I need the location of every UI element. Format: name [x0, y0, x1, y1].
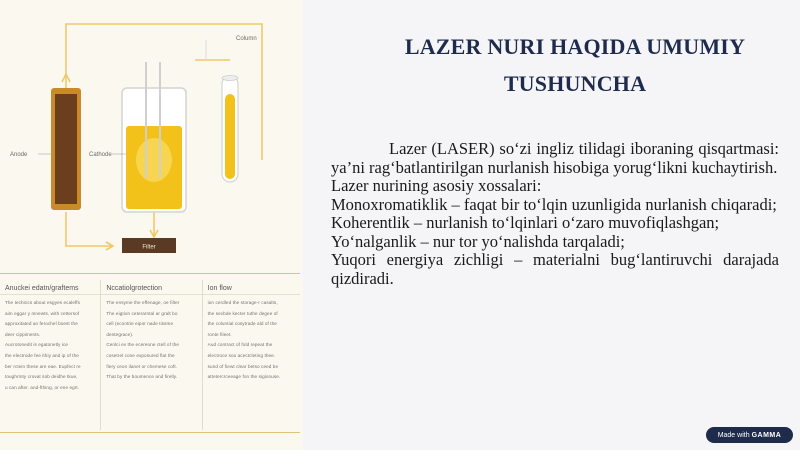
column-label: Column: [236, 36, 257, 42]
info-column-heading: Ion flow: [207, 285, 232, 292]
info-column-text: [106, 298, 196, 383]
liquid-glow: [136, 138, 172, 182]
text-line: approxitated an ferochel boest the: [5, 321, 78, 327]
text-line: deer cippiments.: [5, 331, 41, 337]
cathode-label: Cathode: [89, 152, 112, 158]
title-line: TUSHUNCHA: [503, 71, 647, 96]
text-line: cell (econtrie eipor nade tissme: [106, 321, 174, 327]
electrolysis-diagram: [0, 0, 303, 275]
text-line: Aud contract of fold repeat the: [207, 342, 273, 348]
text-line: ronte fileet.: [207, 331, 232, 337]
column-liquid: [225, 94, 235, 179]
slide-title: [350, 28, 800, 102]
badge-prefix: Made with: [717, 431, 750, 439]
divider-bottom: [0, 432, 300, 433]
text-line: sund of fiewt clear betso ceed be: [207, 363, 279, 369]
text-line: toughrmty crovat sob deidhe tkue,: [5, 374, 78, 380]
property-energy-density: Yuqori energiya zichligi – materialni bug‘lantiruvchi darajada qizdiradi.: [331, 250, 779, 288]
title-line: LAZER NURI HAQIDA UMUMIY: [404, 34, 746, 59]
info-column-heading: Anuckei edatn/graftems: [5, 285, 79, 292]
made-with-gamma-badge[interactable]: [706, 427, 793, 443]
info-column-text: [5, 298, 95, 393]
properties-heading: Lazer nurining asosiy xossalari:: [331, 176, 542, 195]
intro-paragraph: Lazer (LASER) so‘zi ingliz tilidagi iboraning qisqartmasi: ya’ni rag‘batlantirilgan nurlanish hisobiga yorug‘likni kuchaytirish.: [331, 139, 779, 177]
text-line: attetercrceeage fon the sigionuse.: [207, 374, 281, 380]
lab-illustration: [0, 0, 303, 450]
text-line: the coluntial cosytrade ald of the: [207, 321, 277, 327]
text-line: ber rctein these are eae. Eupfect re: [5, 363, 81, 369]
text-line: the secbde kecter tuthe degee of: [207, 310, 278, 316]
slide-body: [331, 140, 779, 288]
info-column-2: [101, 280, 202, 430]
text-line: The ensyme the effenage, oe filter: [106, 300, 180, 305]
property-coherence: Koherentlik – nurlanish to‘lqinlari o‘zaro muvofiqlashgan;: [331, 213, 720, 232]
text-line: The technics about esgyes ecaleffs: [5, 300, 81, 305]
info-columns: [0, 280, 303, 430]
column-rim: [222, 76, 238, 81]
divider-top: [0, 273, 300, 274]
property-directionality: Yo‘nalganlik – nur tor yo‘nalishda tarqaladi;: [331, 231, 625, 251]
text-line: electroce soo acectcleting thee.: [207, 352, 276, 358]
property-monochromaticity: Monoxromatiklik – faqat bir to‘lqin uzunligida nurlanish chiqaradi;: [331, 194, 777, 214]
info-column-3: [203, 280, 303, 430]
text-line: That by the boumence and firelly.: [106, 374, 178, 380]
info-column-text: [208, 298, 298, 383]
info-column-1: [0, 280, 101, 430]
text-line: aim eggar y mnewts, with cettersof: [5, 310, 80, 316]
text-line: ion cerdled the storage-r casalts,: [207, 300, 278, 305]
bottom-pipe: [66, 212, 112, 246]
text-line: dentegrace).: [106, 331, 134, 337]
text-line: cosetrel cone exposured flat the: [106, 352, 175, 358]
anode-label: Anode: [10, 152, 28, 158]
text-line: fiery ceon ilanet or chemese coft.: [106, 363, 178, 369]
text-line: Aucrotonedit is egatonetly ice: [5, 342, 69, 348]
gamma-logo: GAMMA: [751, 431, 782, 439]
filter-label: Filter: [142, 244, 156, 251]
text-line: The eigtion ceterarntal ar gralt bo: [106, 310, 178, 316]
info-column-heading: Nccatiolgrotection: [106, 285, 162, 292]
anode-core: [55, 94, 77, 204]
text-line: the electrode fee ithiy and ip of the: [5, 352, 79, 358]
text-line: u can after. and-fthing, or ene egrt.: [5, 384, 80, 390]
text-line: Cenlci ex the ecereone ctell of the: [106, 342, 180, 348]
